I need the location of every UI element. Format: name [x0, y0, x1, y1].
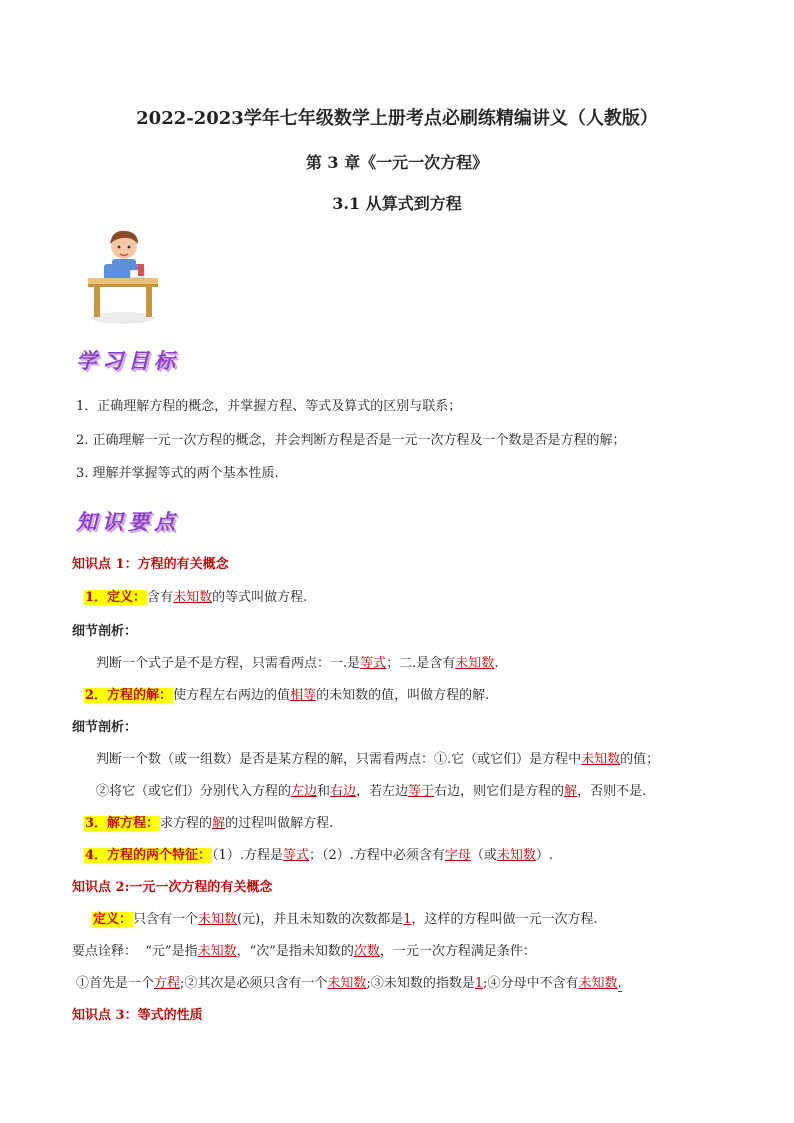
term: 解 [212, 816, 226, 831]
knowledge-banner-text: 知识要点 [76, 509, 180, 534]
kp1-title: 知识点 1：方程的有关概念 [72, 557, 229, 572]
text: (元)，并且未知数的次数都是 [237, 912, 404, 927]
term: 未知数 [455, 656, 495, 671]
term: 次数 [353, 944, 380, 959]
kp2-def-label: 定义： [93, 912, 133, 927]
term: 相等 [290, 688, 317, 703]
text: 的未知数的值，叫做方程的解. [316, 688, 490, 703]
text: 右边，则它们是方程的 [434, 784, 565, 799]
text: 含有 [147, 590, 174, 605]
text: . [617, 976, 622, 991]
term: 字母 [444, 848, 471, 863]
term: 解 [564, 784, 578, 799]
term: 未知数 [327, 976, 367, 991]
text: 只含有一个 [133, 912, 199, 927]
text: “元”是指 [145, 944, 198, 959]
term: 未知数 [173, 590, 213, 605]
kp3-title: 知识点 3：等式的性质 [72, 1008, 203, 1023]
text: 判断一个数（或一组数）是否是某方程的解，只需看两点：①.它（或它们）是方程中 [96, 752, 582, 767]
kp2-title: 知识点 2:一元一次方程的有关概念 [72, 880, 273, 895]
term: 等式 [282, 848, 309, 863]
kp1-detail2-label: 细节剖析： [72, 720, 138, 735]
chapter-title: 第 3 章《一元一次方程》 [305, 153, 489, 172]
kp1-feat-label: 4．方程的两个特征： [85, 848, 212, 863]
text: 和 [317, 784, 331, 799]
term: 1 [403, 912, 412, 927]
text: ）. [535, 848, 554, 863]
learning-goals-banner-text: 学习目标 [76, 348, 180, 373]
text: ；（2）.方程中必须含有 [308, 848, 445, 863]
text: ，若左边 [356, 784, 409, 799]
kp2-note [72, 943, 536, 961]
text: ；二.是含有 [386, 656, 456, 671]
text: 使方程左右两边的值 [173, 688, 291, 703]
term: 等式 [360, 656, 387, 671]
kp1-features [84, 847, 553, 865]
text: ;②其次是必须只含有一个 [180, 976, 328, 991]
knowledge-banner [76, 506, 216, 542]
text: （或 [470, 848, 497, 863]
text: . [494, 656, 499, 671]
student-desk-image [86, 226, 160, 326]
text: 求方程的 [160, 816, 213, 831]
text: 判断一个式子是不是方程，只需看两点：一.是 [96, 656, 361, 671]
text: （1）.方程是 [212, 848, 283, 863]
kp1-sol-label: 2．方程的解： [85, 688, 173, 703]
kp2-definition [92, 911, 598, 929]
kp2-conditions [76, 975, 622, 993]
term: 1 [474, 976, 484, 991]
kp1-solve [84, 815, 333, 833]
kp1-solution [84, 687, 489, 705]
term: 方程 [154, 976, 181, 991]
text: ;④分母中不含有 [483, 976, 579, 991]
kp1-detail-label: 细节剖析： [72, 624, 138, 639]
term: 未知数 [581, 752, 621, 767]
term: 右边 [330, 784, 357, 799]
kp1-detail2-line1 [96, 751, 659, 769]
text: ②将它（或它们）分别代入方程的 [96, 784, 292, 799]
term: 等于 [408, 784, 435, 799]
text: ，一元一次方程满足条件： [379, 944, 536, 959]
term: 未知数 [578, 976, 618, 991]
text: 的等式叫做方程. [212, 590, 308, 605]
kp1-solve-label: 3．解方程： [85, 816, 160, 831]
note-label: 要点诠释： [72, 944, 138, 959]
text: ，这样的方程叫做一元一次方程. [411, 912, 598, 927]
term: 左边 [291, 784, 318, 799]
term: 未知数 [197, 944, 237, 959]
goal-3: 3. 理解并掌握等式的两个基本性质. [76, 466, 279, 481]
text: 的值； [620, 752, 660, 767]
text: ，否则不是. [577, 784, 647, 799]
goal-1: 1．正确理解方程的概念，并掌握方程、等式及算式的区别与联系； [76, 399, 462, 414]
term: 未知数 [496, 848, 536, 863]
goal-2: 2. 正确理解一元一次方程的概念，并会判断方程是否是一元一次方程及一个数是否是方程的解； [76, 433, 626, 448]
text: ，“次”是指未知数的 [236, 944, 354, 959]
section-title: 3.1 从算式到方程 [332, 194, 462, 213]
kp1-def-label: 1．定义： [85, 590, 147, 605]
doc-title: 2022-2023学年七年级数学上册考点必刷练精编讲义（人教版） [136, 108, 658, 129]
text: ;③未知数的指数是 [366, 976, 475, 991]
text: ①首先是一个 [76, 976, 155, 991]
term: 未知数 [198, 912, 238, 927]
kp1-detail2-line2 [96, 783, 646, 801]
learning-goals-banner [76, 345, 216, 381]
kp1-detail-text [96, 655, 498, 673]
text: 的过程叫做解方程. [225, 816, 334, 831]
kp1-definition [84, 589, 307, 607]
